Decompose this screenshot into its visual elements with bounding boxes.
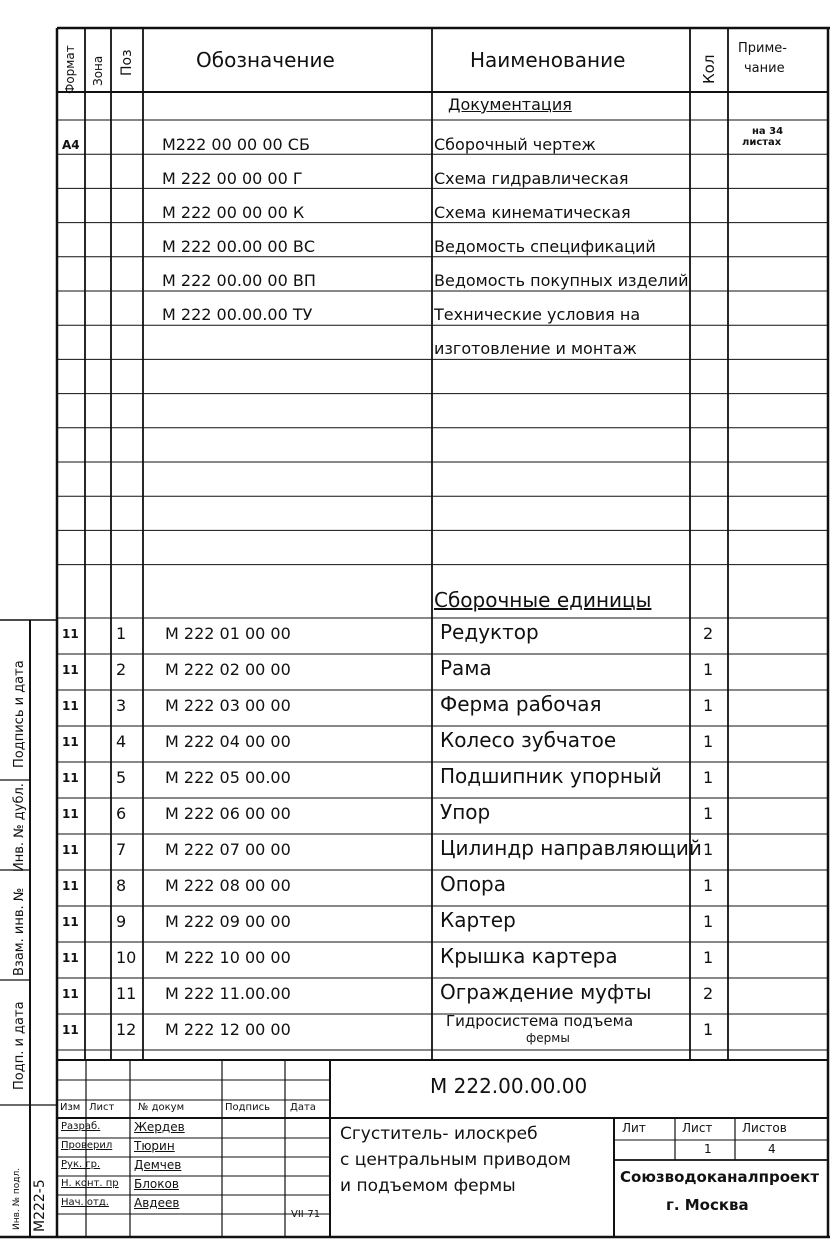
section-documentation: Документация: [448, 95, 572, 114]
header-designation: Обозначение: [196, 48, 335, 72]
lit-label: Лит: [622, 1121, 646, 1135]
unit-row-designation: М 222 03 00 00: [165, 696, 291, 715]
unit-row-name: Колесо зубчатое: [440, 728, 617, 752]
approval-person: Демчев: [134, 1158, 182, 1172]
unit-row-name2: фермы: [526, 1031, 570, 1045]
approval-person: Блоков: [134, 1177, 179, 1191]
doc-row-name: Схема кинематическая: [434, 203, 631, 222]
doc-row-designation: М 222 00 00 00 Г: [162, 169, 303, 188]
doc-row-designation: М 222 00.00 00 ВП: [162, 271, 316, 290]
unit-row-format: 11: [62, 771, 79, 785]
col-list: Лист: [89, 1102, 115, 1113]
sheet-label: Лист: [682, 1121, 713, 1135]
col-date: Дата: [290, 1102, 316, 1113]
unit-row-designation: М 222 06 00 00: [165, 804, 291, 823]
unit-row-format: 11: [62, 951, 79, 965]
unit-row-qty: 1: [703, 768, 714, 787]
doc-row-name: Ведомость покупных изделий: [434, 271, 689, 290]
sheets-value: 4: [768, 1142, 776, 1156]
unit-row-name: Крышка картера: [440, 944, 618, 968]
product-line3: и подъемом фермы: [340, 1176, 516, 1196]
unit-row-pos: 2: [116, 660, 127, 679]
unit-row-designation: М 222 02 00 00: [165, 660, 291, 679]
approval-role: Проверил: [61, 1140, 113, 1151]
header-name: Наименование: [470, 48, 626, 72]
margin-substitute-inv: Взам. инв. №: [12, 887, 27, 976]
unit-row-name: Рама: [440, 656, 492, 680]
unit-row-pos: 3: [116, 696, 127, 715]
section-assembly-units: Сборочные единицы: [434, 588, 652, 612]
unit-row-pos: 11: [116, 984, 137, 1003]
unit-row-qty: 1: [703, 1020, 714, 1039]
unit-row-name: Цилиндр направляющий: [440, 836, 702, 860]
unit-row-designation: М 222 09 00 00: [165, 912, 291, 931]
doc-row-designation: М 222 00.00.00 ТУ: [162, 305, 313, 324]
org-line1: Союзводоканалпроект: [620, 1168, 820, 1186]
unit-row-qty: 2: [703, 984, 714, 1003]
unit-row-pos: 10: [116, 948, 137, 967]
unit-row-name: Редуктор: [440, 620, 539, 644]
product-line2: с центральным приводом: [340, 1150, 572, 1170]
unit-row-format: 11: [62, 987, 79, 1001]
header-qty: Кол: [700, 54, 718, 84]
doc-row-name: Схема гидравлическая: [434, 169, 629, 188]
unit-row-pos: 8: [116, 876, 127, 895]
unit-row-name: Ферма рабочая: [440, 692, 602, 716]
unit-row-format: 11: [62, 735, 79, 749]
header-format: Формат: [63, 45, 77, 94]
unit-row-format: 11: [62, 1023, 79, 1037]
unit-row-name: Подшипник упорный: [440, 764, 662, 788]
unit-row-designation: М 222 04 00 00: [165, 732, 291, 751]
approval-role: Рук. гр.: [61, 1159, 101, 1170]
unit-row-designation: М 222 11.00.00: [165, 984, 291, 1003]
unit-row-format: 11: [62, 843, 79, 857]
unit-row-format: 11: [62, 879, 79, 893]
approval-role: Нач. отд.: [61, 1197, 109, 1208]
date-last: VII-71: [291, 1209, 321, 1220]
unit-row-designation: М 222 10 00 00: [165, 948, 291, 967]
col-sign: Подпись: [225, 1102, 270, 1113]
approval-person: Авдеев: [134, 1196, 180, 1210]
unit-row-qty: 1: [703, 804, 714, 823]
col-docnum: № докум: [138, 1102, 185, 1113]
unit-row-qty: 1: [703, 696, 714, 715]
product-line1: Сгуститель- илоскреб: [340, 1124, 538, 1144]
unit-row-designation: М 222 08 00 00: [165, 876, 291, 895]
unit-row-pos: 7: [116, 840, 127, 859]
approval-role: Н. конт. пр: [61, 1178, 119, 1189]
unit-row-qty: 1: [703, 732, 714, 751]
margin-dup-inv: Инв. № дубл.: [12, 783, 27, 872]
unit-row-qty: 1: [703, 840, 714, 859]
margin-orig-inv: Инв. № подл.: [12, 1167, 22, 1230]
margin-orig-sign-date: Подп. и дата: [12, 1001, 27, 1090]
doc-row-designation: М 222 00.00 00 ВС: [162, 237, 315, 256]
doc-row-note1: на 34: [752, 126, 784, 137]
doc-row-note2: листах: [742, 137, 782, 148]
unit-row-qty: 1: [703, 912, 714, 931]
header-note-line2: чание: [744, 61, 785, 76]
unit-row-qty: 1: [703, 876, 714, 895]
unit-row-name: Картер: [440, 908, 516, 932]
doc-number: М 222.00.00.00: [430, 1074, 588, 1098]
header-note-line1: Приме-: [738, 41, 787, 56]
doc-row-format: А4: [62, 138, 80, 152]
unit-row-pos: 4: [116, 732, 127, 751]
doc-row-name: изготовление и монтаж: [434, 339, 637, 358]
margin-sign-date: Подпись и дата: [12, 660, 27, 768]
unit-row-designation: М 222 07 00 00: [165, 840, 291, 859]
margin-stamp-code: М222-5: [32, 1179, 48, 1232]
doc-row-designation: М222 00 00 00 СБ: [162, 135, 310, 154]
doc-row-name: Технические условия на: [434, 305, 641, 324]
unit-row-name: Ограждение муфты: [440, 980, 652, 1004]
approval-person: Жердев: [134, 1120, 185, 1134]
header-zone: Зона: [91, 55, 105, 86]
col-izm: Изм: [60, 1102, 81, 1113]
unit-row-format: 11: [62, 663, 79, 677]
sheets-label: Листов: [742, 1121, 787, 1135]
doc-row-designation: М 222 00 00 00 К: [162, 203, 305, 222]
unit-row-name: Опора: [440, 872, 507, 896]
unit-row-format: 11: [62, 807, 79, 821]
unit-row-qty: 1: [703, 660, 714, 679]
unit-row-designation: М 222 05 00.00: [165, 768, 291, 787]
sheet-value: 1: [704, 1142, 712, 1156]
unit-row-qty: 2: [703, 624, 714, 643]
header-pos: Поз: [119, 49, 135, 76]
unit-row-designation: М 222 12 00 00: [165, 1020, 291, 1039]
unit-row-qty: 1: [703, 948, 714, 967]
unit-row-pos: 1: [116, 624, 127, 643]
org-line2: г. Москва: [666, 1196, 749, 1214]
unit-row-format: 11: [62, 627, 79, 641]
doc-row-name: Сборочный чертеж: [434, 135, 596, 154]
unit-row-pos: 9: [116, 912, 127, 931]
unit-row-name: Гидросистема подъема: [446, 1012, 634, 1030]
unit-row-format: 11: [62, 915, 79, 929]
unit-row-pos: 5: [116, 768, 127, 787]
doc-row-name: Ведомость спецификаций: [434, 237, 656, 256]
approval-role: Разраб.: [61, 1121, 101, 1132]
approval-person: Тюрин: [134, 1139, 175, 1153]
unit-row-name: Упор: [440, 800, 491, 824]
unit-row-format: 11: [62, 699, 79, 713]
unit-row-designation: М 222 01 00 00: [165, 624, 291, 643]
unit-row-pos: 6: [116, 804, 127, 823]
unit-row-pos: 12: [116, 1020, 137, 1039]
